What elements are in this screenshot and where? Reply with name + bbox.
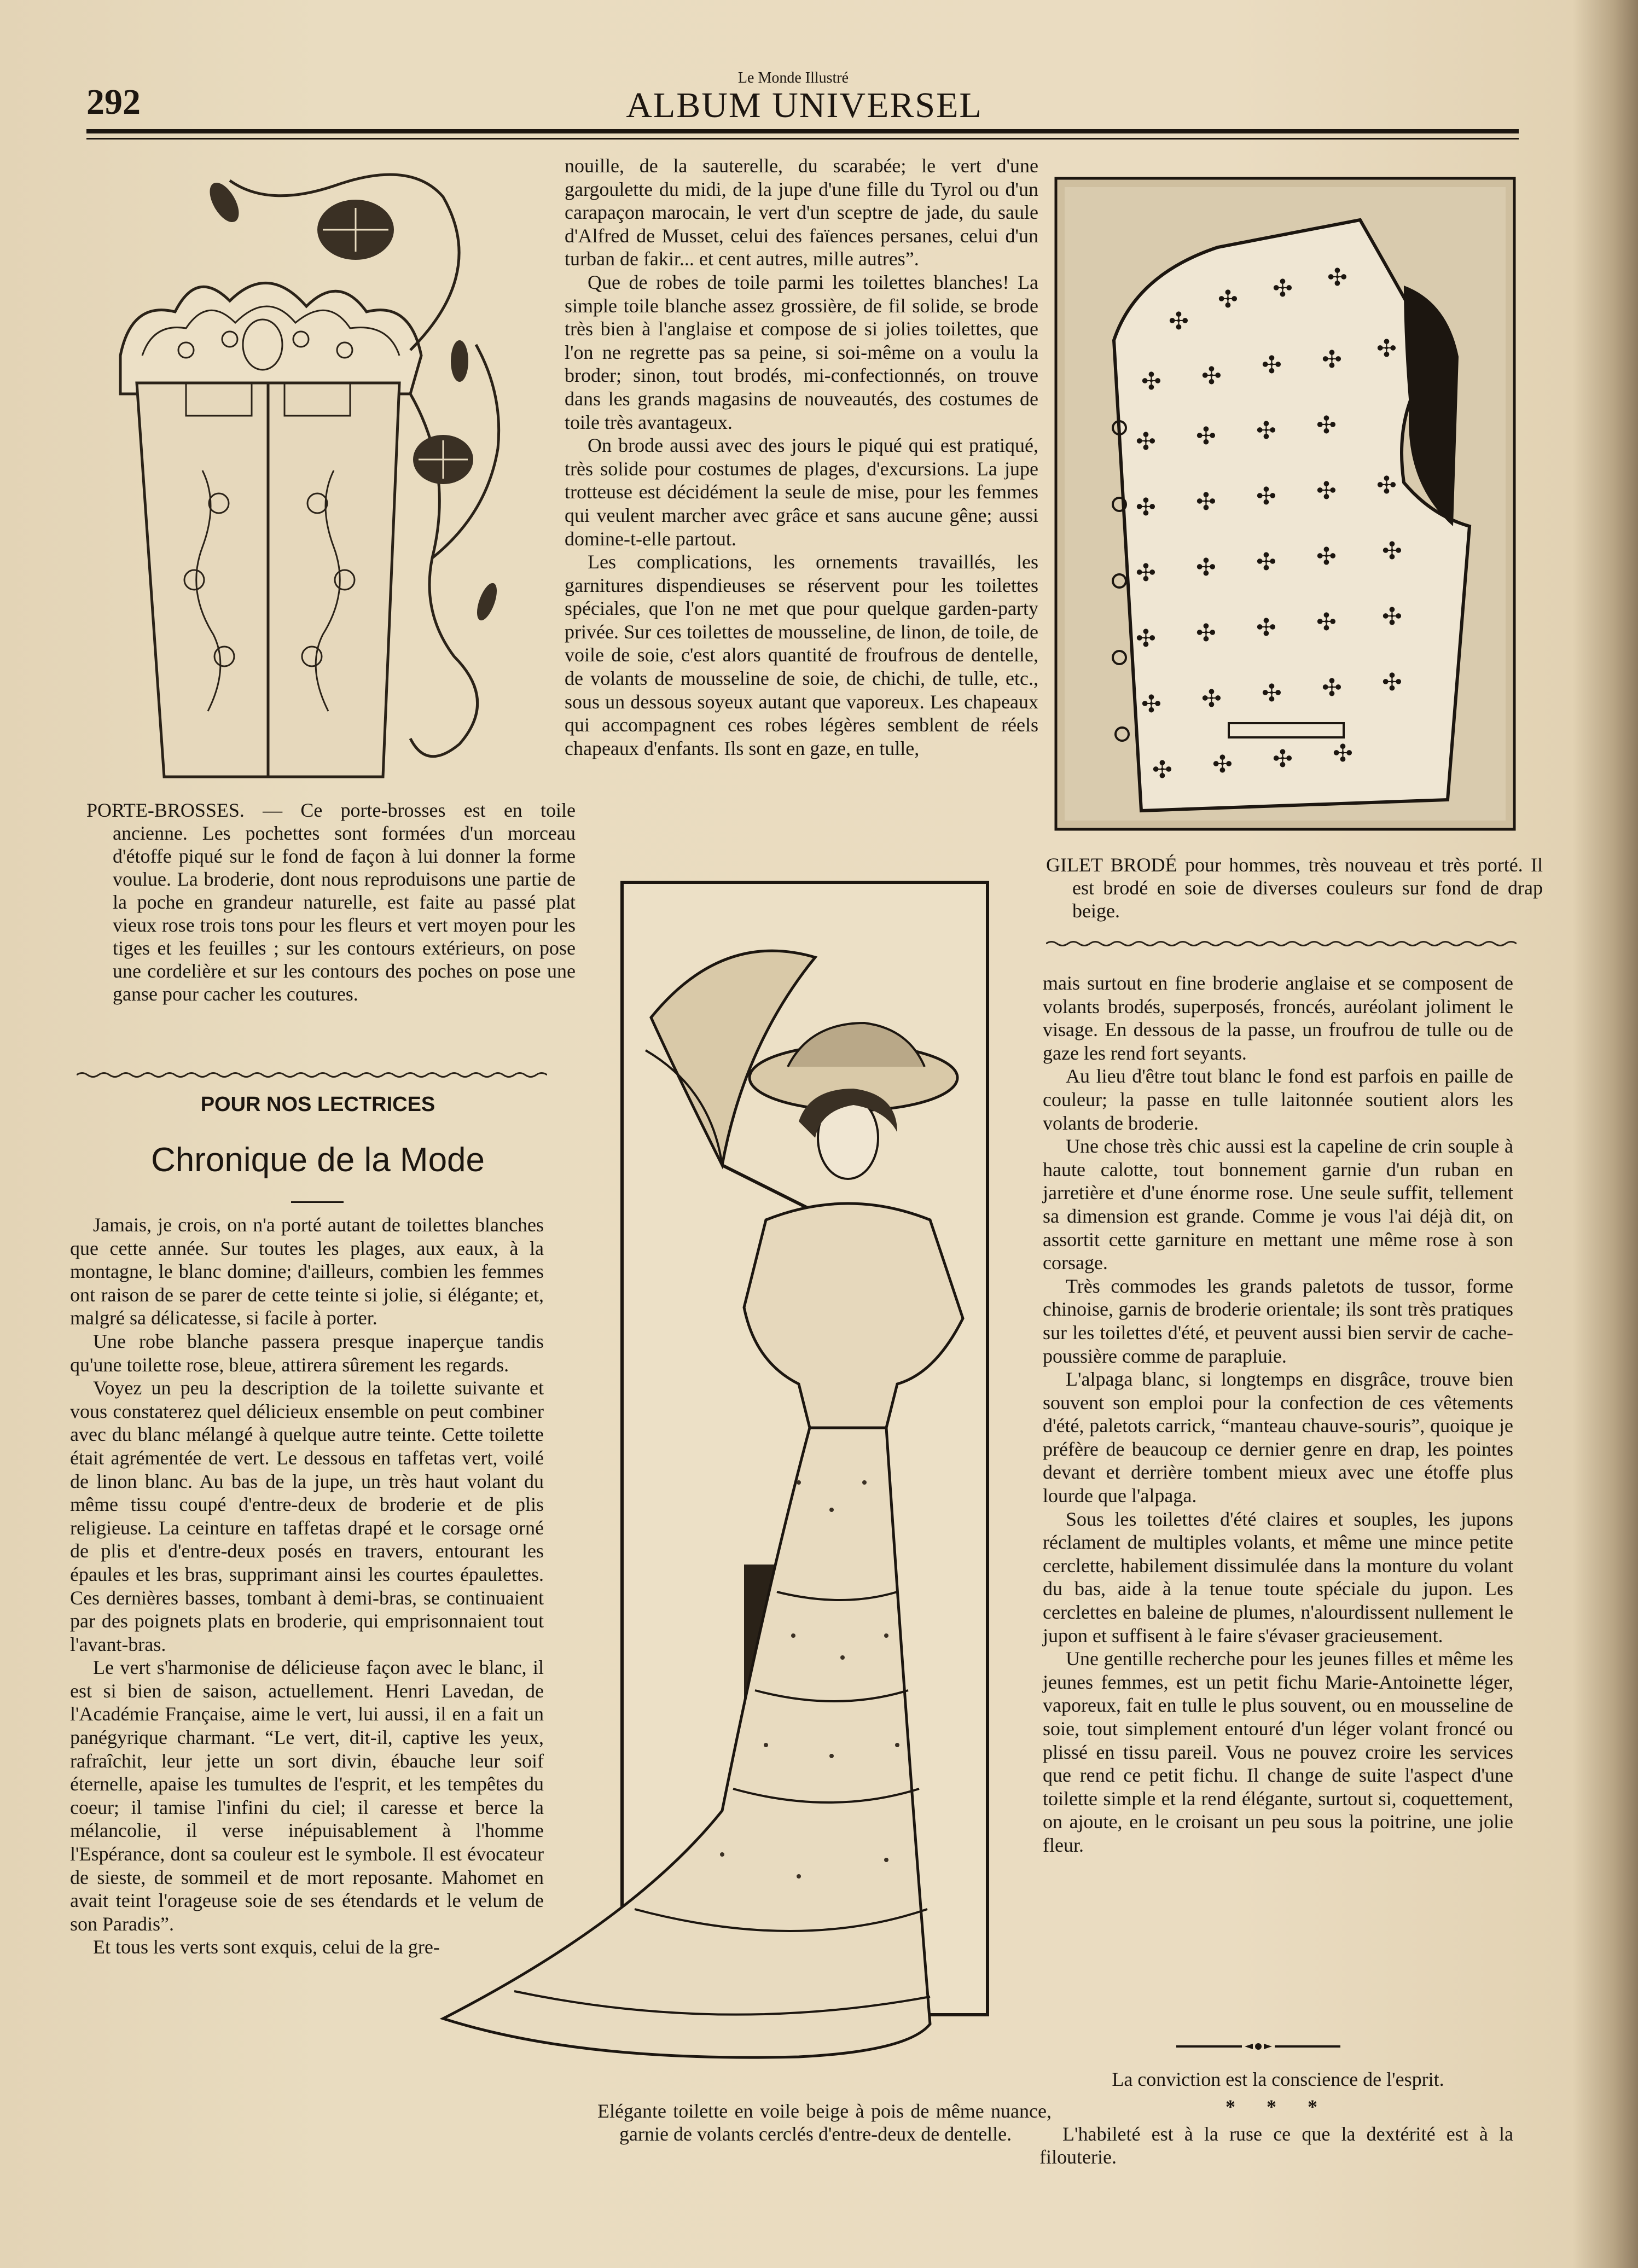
- gilet-caption-text: pour hommes, très nouveau et très porté. Il est brodé en soie de diverses couleurs sur fond de drap beige.: [1072, 854, 1543, 922]
- header-rule-thin: [86, 138, 1519, 139]
- svg-text:✣: ✣: [1376, 472, 1397, 499]
- svg-text:✣: ✣: [1196, 422, 1216, 450]
- svg-text:✣: ✣: [1212, 751, 1233, 778]
- svg-text:✣: ✣: [1136, 428, 1156, 456]
- gilet-illustration: [1054, 176, 1519, 833]
- article-paragraph: Une chose très chic aussi est la capeline de crin souple à haute calotte, tout bonnement garnie d'un ruban en jarretière et d'une énorme rose. Une seule suffit, tellement sa dimension est grande. Comme je vous l'ai déjà dit, on assortit cette garniture en mettant une même rose à son corsage.: [1043, 1135, 1513, 1274]
- svg-text:✣: ✣: [1136, 493, 1156, 521]
- article-paragraph: Une robe blanche passera presque inaperçue tandis qu'une toilette rose, bleue, attirera sûrement les regards.: [70, 1330, 544, 1376]
- article-paragraph: mais surtout en fine broderie anglaise et se composent de volants brodés, superposés, froncés, auréolant joliment le visage. En dessous de la passe, un froufrou de tulle ou de gaze les rend fort seyants.: [1043, 972, 1513, 1064]
- toilette-illustration: [416, 881, 1029, 2079]
- article-paragraph: Une gentille recherche pour les jeunes filles et même les jeunes femmes, est un petit fichu Marie-Antoinette léger, vaporeux, fait en tulle le plus souvent, ou en mousseline de soie, tout simplement entouré d'un léger volant froncé ou plissé en tissu pareil. Vous ne pouvez croire les services que rend ce petit fichu. Il change de suite l'aspect d'une toilette simple et la rend élégante, surtout si, coquettement, on ajoute, en le croisant un peu sous la poitrine, une jolie fleur.: [1043, 1648, 1513, 1856]
- article-paragraph: Que de robes de toile parmi les toilettes blanches! La simple toile blanche assez grossière, de fil solide, se brode très bien à l'anglaise et compose de si jolies toilettes, que l'on ne regrette pas sa peine, si soi-même on a voulu la broder; sinon, tout brodés, mi-confectionnés, on trouve dans les grands magasins de nouveautés, des costumes de toile très avantageux.: [565, 271, 1038, 433]
- svg-text:✣: ✣: [1201, 685, 1222, 713]
- gilet-caption-head: GILET BRODÉ: [1046, 854, 1177, 876]
- maxim-separator: * * *: [1225, 2096, 1331, 2118]
- article-paragraph: Le vert s'harmonise de délicieuse façon avec le blanc, il est si bien de saison, actuellement. Henri Lavedan, de l'Académie Française, aime le vert, lui aussi, il en a fait un panégyrique charmant. “Le vert, dit-il, captive les yeux, rafraîchit, leur jette un sort divin, ébauche leur soif éternelle, apaise les tumultes de l'esprit, et les tempêtes du coeur; il tamise l'infini du ciel; il caresse et berce la mélancolie, il verse inépuisablement à l'homme l'Espérance, dont sa couleur est le symbole. Il est évocateur de sieste, de sommeil et de mort reposante. Mahomet en avait teint l'orageuse soie de ses étendards et le velum de son Paradis”.: [70, 1656, 544, 1935]
- porte-brosses-caption-head: PORTE-BROSSES.: [86, 799, 245, 821]
- article-paragraph: Au lieu d'être tout blanc le fond est parfois en paille de couleur; la passe en tulle laitonnée soutient alors les volants de broderie.: [1043, 1065, 1513, 1134]
- svg-text:✣: ✣: [1322, 346, 1342, 374]
- svg-text:✣: ✣: [1136, 559, 1156, 587]
- article-column-2: [565, 154, 1038, 760]
- svg-text:✣: ✣: [1141, 690, 1161, 718]
- gilet-caption: [1046, 853, 1543, 922]
- porte-brosses-caption-text: — Ce porte-brosses est en toile ancienne. Les pochettes sont formées d'un morceau d'étoffe piqué sur le fond de façon à lui donner la forme voulue. La broderie, dont nous reproduisons une partie de la poche en grandeur naturelle, est faite au passé plat vieux rose trois tons pour les fleurs et vert moyen pour les tiges et les feuilles ; sur les contours extérieurs, on pose une cordelière et sur les contours des poches on pose une ganse pour cacher les coutures.: [113, 799, 576, 1005]
- separator-ornament: [1046, 940, 1517, 947]
- maxim-ornament: [1176, 2043, 1340, 2050]
- svg-text:✣: ✣: [1196, 554, 1216, 581]
- article-paragraph: Sous les toilettes d'été claires et souples, les jupons réclament de multiples volants, et même une mince petite cerclette, habilement dissimulée dans la monture du volant du bas, aide à la tenue toute spéciale du jupon. Les cerclettes en baleine de plumes, n'alourdissent nullement le jupon et suffisent à le faire s'évaser gracieusement.: [1043, 1508, 1513, 1647]
- article-paragraph: Voyez un peu la description de la toilette suivante et vous constaterez quel délicieux ensemble on peut combiner avec du blanc mélangé à quelque autre teinte. Cette toilette était agrémentée de vert. Le dessous en taffetas vert, voilé de linon blanc. Au bas de la jupe, un très haut volant du même tissu coupé d'entre-deux de broderie et de plis religieuse. La ceinture en taffetas drapé et le corsage orné de plis et d'entre-deux posés en travers, entourant les épaules et les bras, supprimant ainsi les courtes épaulettes. Ces dernières basses, tombant à demi-bras, se continuaient par des poignets plats en broderie, qui emprisonnaient tout l'avant-bras.: [70, 1377, 544, 1655]
- article-paragraph: On brode aussi avec des jours le piqué qui est pratiqué, très solide pour costumes de plages, d'excursions. La jupe trotteuse est décidément la seule de mise, pour les femmes qui veulent marcher avec grâce et sans aucune gêne; aussi domine-t-elle partout.: [565, 434, 1038, 550]
- svg-text:✣: ✣: [1196, 619, 1216, 647]
- article-column-3: [1043, 972, 1513, 1857]
- maxim-second: L'habileté est à la ruse ce que la dextérité est à la filouterie.: [1039, 2123, 1513, 2168]
- article-paragraph: L'alpaga blanc, si longtemps en disgrâce, trouve bien souvent son emploi pour la confection de ces vêtements d'été, paletots carrick, “manteau chauve-souris”, quoique je préfère de beaucoup ce dernier genre en drap, les pointes devant et derrière tombent mieux avec une étoffe plus lourde que l'alpaga.: [1043, 1368, 1513, 1507]
- maxim-first: La conviction est la conscience de l'esprit.: [1112, 2068, 1444, 2090]
- svg-text:✣: ✣: [1169, 307, 1189, 335]
- article-paragraph: nouille, de la sauterelle, du scarabée; le vert d'une gargoulette du midi, de la jupe d'une fille du Tyrol ou d'un carapaçon marocain, le vert d'un sceptre de jade, du saule d'Alfred de Musset, celui des faïences persanes, celui d'un turban de fakir... et cent autres, mille autres”.: [565, 155, 1038, 270]
- section-kicker: POUR NOS LECTRICES: [200, 1093, 435, 1116]
- svg-text:✣: ✣: [1136, 625, 1156, 653]
- svg-text:✣: ✣: [1316, 411, 1337, 439]
- svg-text:✣: ✣: [1262, 351, 1282, 379]
- section-title: Chronique de la Mode: [150, 1141, 485, 1179]
- svg-text:✣: ✣: [1196, 488, 1216, 516]
- article-paragraph: Les complications, les ornements travaillés, les garnitures dispendieuses se réservent pour les toilettes spéciales, que l'on ne met que pour quelque garden-party privée. Sur ces toilettes de mousseline, de linon, de toile, de voile de soie, c'est alors quantité de froufrous de dentelle, de volants de mousseline de soie, de chichi, de tulle, etc., sous un dessous soyeux autant que vaporeux. Les chapeaux qui accompagnent ces robes légères semblent de réels chapeaux d'enfants. Ils sont en gaze, en tulle,: [565, 551, 1038, 759]
- svg-text:✣: ✣: [1262, 679, 1282, 707]
- article-paragraph: Jamais, je crois, on n'a porté autant de toilettes blanches que cette année. Sur toutes les plages, aux eaux, à la montagne, le blanc domine; d'ailleurs, combien les femmes ont raison de se parer de cette teinte si jolie, si élégante; et, malgré sa délicatesse, si facile à porter.: [70, 1214, 544, 1329]
- section-title-rule: [291, 1201, 344, 1203]
- svg-text:✣: ✣: [1316, 477, 1337, 505]
- svg-text:✣: ✣: [1201, 362, 1222, 390]
- svg-text:✣: ✣: [1382, 603, 1402, 631]
- svg-text:✣: ✣: [1256, 482, 1276, 510]
- svg-text:✣: ✣: [1273, 275, 1293, 303]
- porte-brosses-illustration: [104, 164, 536, 793]
- header-kicker: Le Monde Illustré: [737, 69, 849, 86]
- svg-text:✣: ✣: [1376, 335, 1397, 363]
- svg-text:✣: ✣: [1316, 543, 1337, 571]
- svg-text:✣: ✣: [1327, 264, 1347, 292]
- svg-text:✣: ✣: [1152, 756, 1172, 784]
- svg-text:✣: ✣: [1256, 548, 1276, 576]
- header-title: ALBUM UNIVERSEL: [626, 85, 983, 125]
- header-rule-thick: [86, 129, 1519, 133]
- svg-text:✣: ✣: [1218, 286, 1238, 313]
- svg-text:✣: ✣: [1256, 417, 1276, 445]
- svg-text:✣: ✣: [1322, 674, 1342, 702]
- toilette-caption: Elégante toilette en voile beige à pois de même nuance, garnie de volants cerclés d'entre-deux de dentelle.: [597, 2100, 1052, 2145]
- article-paragraph: Et tous les verts sont exquis, celui de la gre-: [93, 1936, 440, 1958]
- svg-text:✣: ✣: [1273, 745, 1293, 773]
- page-number: 292: [86, 82, 141, 122]
- svg-text:✣: ✣: [1382, 668, 1402, 696]
- article-paragraph: Très commodes les grands paletots de tussor, forme chinoise, garnis de broderie orientale; ils sont très pratiques sur les toilettes d'été, et peuvent aussi bien servir de cache-poussière comme de parapluie.: [1043, 1275, 1513, 1367]
- svg-text:✣: ✣: [1141, 368, 1161, 396]
- svg-text:✣: ✣: [1316, 608, 1337, 636]
- svg-text:✣: ✣: [1256, 614, 1276, 642]
- svg-text:✣: ✣: [1382, 537, 1402, 565]
- svg-text:✣: ✣: [1333, 740, 1353, 767]
